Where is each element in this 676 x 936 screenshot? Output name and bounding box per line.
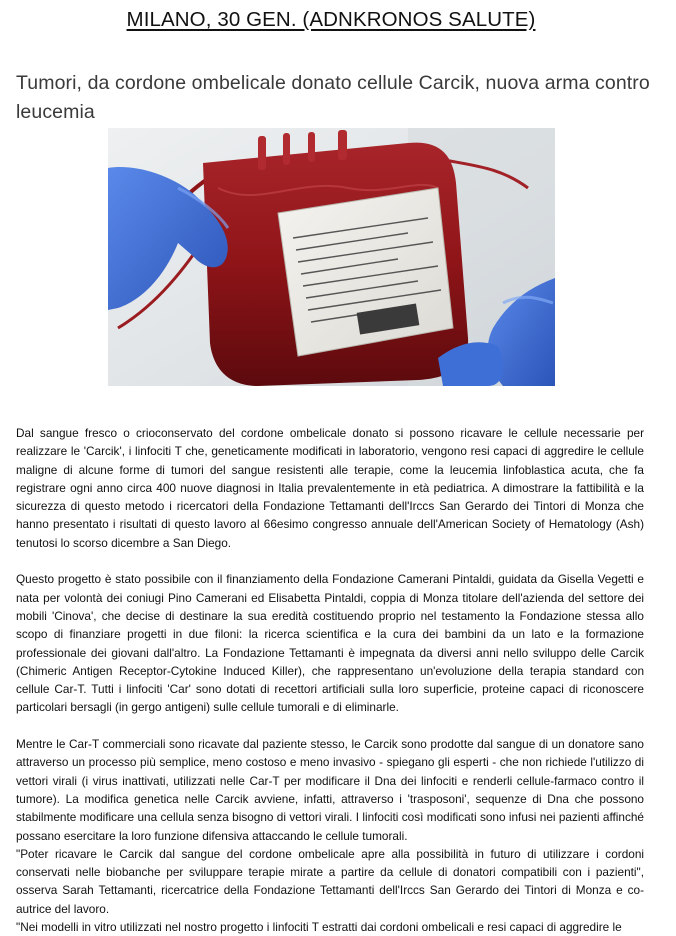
- article-paragraph: Dal sangue fresco o crioconservato del cordone ombelicale donato si possono ricavare le cellule necessarie per realizzare le 'Carcik', i linfociti T che, geneticamente modificati in laboratorio, vengono resi capaci di aggredire le cellule maligne di alcune forme di tumori del sangue resistenti alle terapie, come la leucemia linfoblastica acuta, che fa registrare ogni anno circa 400 nuove diagnosi in Italia prevalentemente in età pediatrica. A dimostrare la fattibilità e la sicurezza di questo metodo i ricercatori della Fondazione Tettamanti dell'Irccs San Gerardo dei Tintori di Monza che hanno presentato i risultati di questo lavoro al 66esimo congresso annuale dell'American Society of Hematology (Ash) tenutosi lo scorso dicembre a San Diego.: [16, 426, 644, 550]
- article-paragraph: "Poter ricavare le Carcik dal sangue del cordone ombelicale apre alla possibilità in futuro di utilizzare i cordoni conservati nelle biobanche per sviluppare terapie mirate a partire da cellule di donatori compatibili con i pazienti", osserva Sarah Tettamanti, ricercatrice della Fondazione Tettamanti dell'Irccs San Gerardo dei Tintori di Monza e co-autrice del lavoro.: [16, 846, 644, 916]
- article-paragraph: Mentre le Car-T commerciali sono ricavate dal paziente stesso, le Carcik sono prodotte dal sangue di un donatore sano attraverso un processo più semplice, meno costoso e meno invasivo - spiegano gli esperti - che non richiede l'utilizzo di vettori virali (i virus inattivati, utilizzati nelle Car-T per modificare il Dna dei linfociti e renderli cellule-farmaco contro il tumore). La modifica genetica nelle Carcik avviene, infatti, attraverso i 'trasposoni', sequenze di Dna che possono stabilmente modificare una cellula senza bisogno di vettori virali. I linfociti così modificati sono infusi nei pazienti affinché possano esercitare la loro funzione difensiva attaccando le cellule tumorali.: [16, 737, 644, 843]
- bag-label: [278, 188, 453, 356]
- blood-bag-photo: [108, 128, 555, 386]
- dateline: MILANO, 30 GEN. (ADNKRONOS SALUTE): [126, 8, 536, 31]
- article-paragraph: "Nei modelli in vitro utilizzati nel nostro progetto i linfociti T estratti dai cordoni ombelicali e resi capaci di aggredire le: [16, 920, 622, 935]
- article-paragraph: Questo progetto è stato possibile con il finanziamento della Fondazione Camerani Pintaldi, guidata da Gisella Vegetti e nata per volontà dei coniugi Pino Camerani ed Elisabetta Pintaldi, coppia di Monza titolare dell'azienda del settore dei mobili 'Cinova', che decise di destinare la sua eredità costituendo proprio nel testamento la Fondazione stessa allo scopo di finanziare progetti in due filoni: la ricerca scientifica e la cura dei bambini da un lato e la formazione professionale dei giovani dall'altro. La Fondazione Tettamanti è impegnata da diversi anni nello sviluppo delle Carcik (Chimeric Antigen Receptor-Cytokine Induced Killer), che rappresentano un'evoluzione della terapia standard con cellule Car-T. Tutti i linfociti 'Car' sono dotati di recettori artificiali sulla loro superficie, proteine capaci di riconoscere particolari bersagli (in gergo antigeni) sulle cellule tumorali e di eliminarle.: [16, 572, 644, 715]
- headline: Tumori, da cordone ombelicale donato cellule Carcik, nuova arma contro leucemia: [16, 72, 650, 123]
- article-body: [16, 424, 644, 936]
